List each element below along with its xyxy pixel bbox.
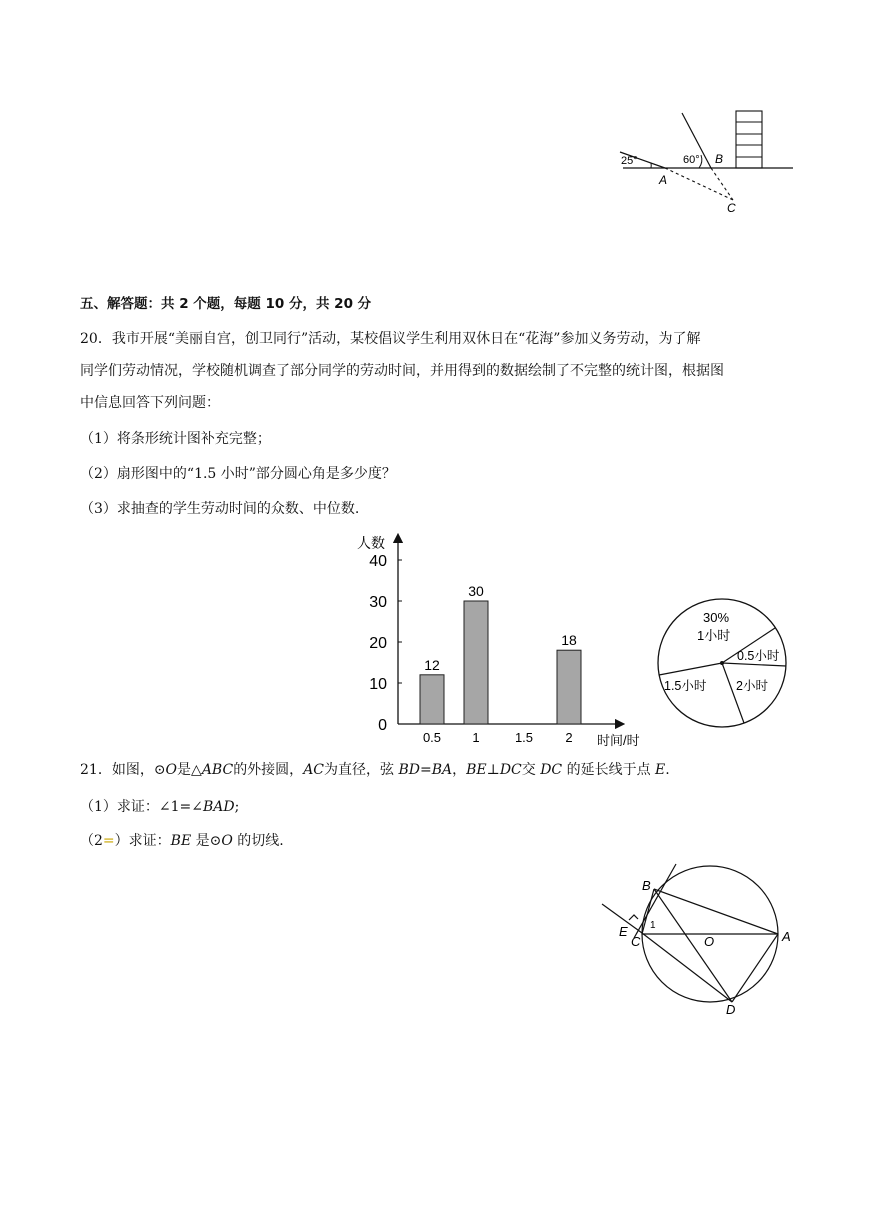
x-tick-label: 1.5	[514, 730, 534, 745]
q20-part2: （2）扇形图中的“1.5 小时”部分圆心角是多少度？	[80, 466, 396, 482]
q20-stem-line2: 同学们劳动情况，学校随机调查了部分同学的劳动时间，并用得到的数据绘制了不完整的统计图，根据图	[80, 363, 724, 379]
bar-value-label: 12	[424, 656, 440, 673]
chord-ba	[654, 889, 778, 934]
pie-label-15h: 1.5小时	[664, 679, 707, 693]
q20-part3: （3）求抽查的学生劳动时间的众数、中位数.	[80, 501, 360, 517]
chord-cd	[642, 933, 732, 1002]
y-tick-label: 20	[369, 635, 387, 652]
bar-2	[557, 650, 581, 724]
point-c-label: C	[727, 201, 736, 215]
point-b-label: B	[715, 152, 724, 166]
pie-label-1h-pct: 30%	[703, 610, 730, 625]
pie-label-2h: 2小时	[736, 679, 768, 693]
point-o-label: O	[704, 934, 715, 949]
pie-label-1h: 1小时	[697, 628, 731, 643]
bar-value-label: 30	[468, 583, 484, 599]
y-tick-label: 40	[369, 553, 387, 570]
y-tick-label: 0	[378, 717, 387, 734]
pie-label-05h: 0.5小时	[737, 649, 780, 663]
right-angle-mark	[629, 915, 638, 920]
bar-value-label: 18	[561, 632, 577, 649]
point-d-label: D	[726, 1002, 736, 1016]
point-b-label: B	[642, 878, 651, 893]
pie-chart	[653, 592, 793, 742]
figure-angle-building	[615, 105, 795, 220]
x-tick-label: 2	[565, 730, 573, 745]
point-e-label: E	[619, 924, 628, 939]
angle-60-label: 60°	[683, 154, 700, 166]
point-a-label: A	[659, 173, 668, 187]
bars	[420, 583, 581, 724]
figure-circle	[598, 858, 798, 1016]
pie-divider-3	[722, 663, 744, 723]
x-tick-label: 0.5	[422, 730, 442, 745]
angle-25-label: 25°	[621, 155, 638, 167]
chord-ad	[732, 934, 778, 1002]
q21-part2: （2=）求证：BE 是⊙O 的切线.	[80, 833, 284, 849]
y-ticks	[369, 553, 402, 734]
dash-ac	[665, 168, 733, 200]
bar-0.5	[420, 675, 444, 724]
pie-divider-2	[722, 663, 786, 666]
pie-divider-4	[659, 663, 722, 675]
point-c-label: C	[631, 934, 641, 949]
q20-stem-line3: 中信息回答下列问题：	[80, 395, 220, 411]
point-a-label: A	[782, 929, 791, 944]
x-ticks	[423, 730, 573, 745]
section-heading: 五、解答题：共 2 个题，每题 10 分，共 20 分	[80, 296, 372, 312]
q21-part1: （1）求证：∠1=∠BAD;	[80, 799, 240, 815]
dash-bc	[711, 168, 733, 200]
q20-part1: （1）将条形统计图补充完整；	[80, 431, 271, 447]
x-tick-label: 1	[472, 730, 480, 745]
x-axis-label: 时间/时	[597, 733, 640, 748]
bar-chart	[335, 530, 655, 750]
bar-1	[464, 601, 488, 724]
building	[736, 111, 762, 168]
angle-1-label: 1	[650, 920, 656, 931]
q21-stem: 21．如图，⊙O是△ABC的外接圆，AC为直径，弦 BD=BA，BE⊥DC交 DC 的延长线于点 E.	[80, 762, 670, 778]
y-tick-label: 30	[369, 594, 387, 611]
y-tick-label: 10	[369, 676, 387, 693]
q20-stem-line1: 20．我市开展“美丽自宫，创卫同行”活动，某校倡议学生利用双休日在“花海”参加义务劳动，为了解	[80, 331, 701, 347]
y-axis-label: 人数	[357, 535, 385, 551]
